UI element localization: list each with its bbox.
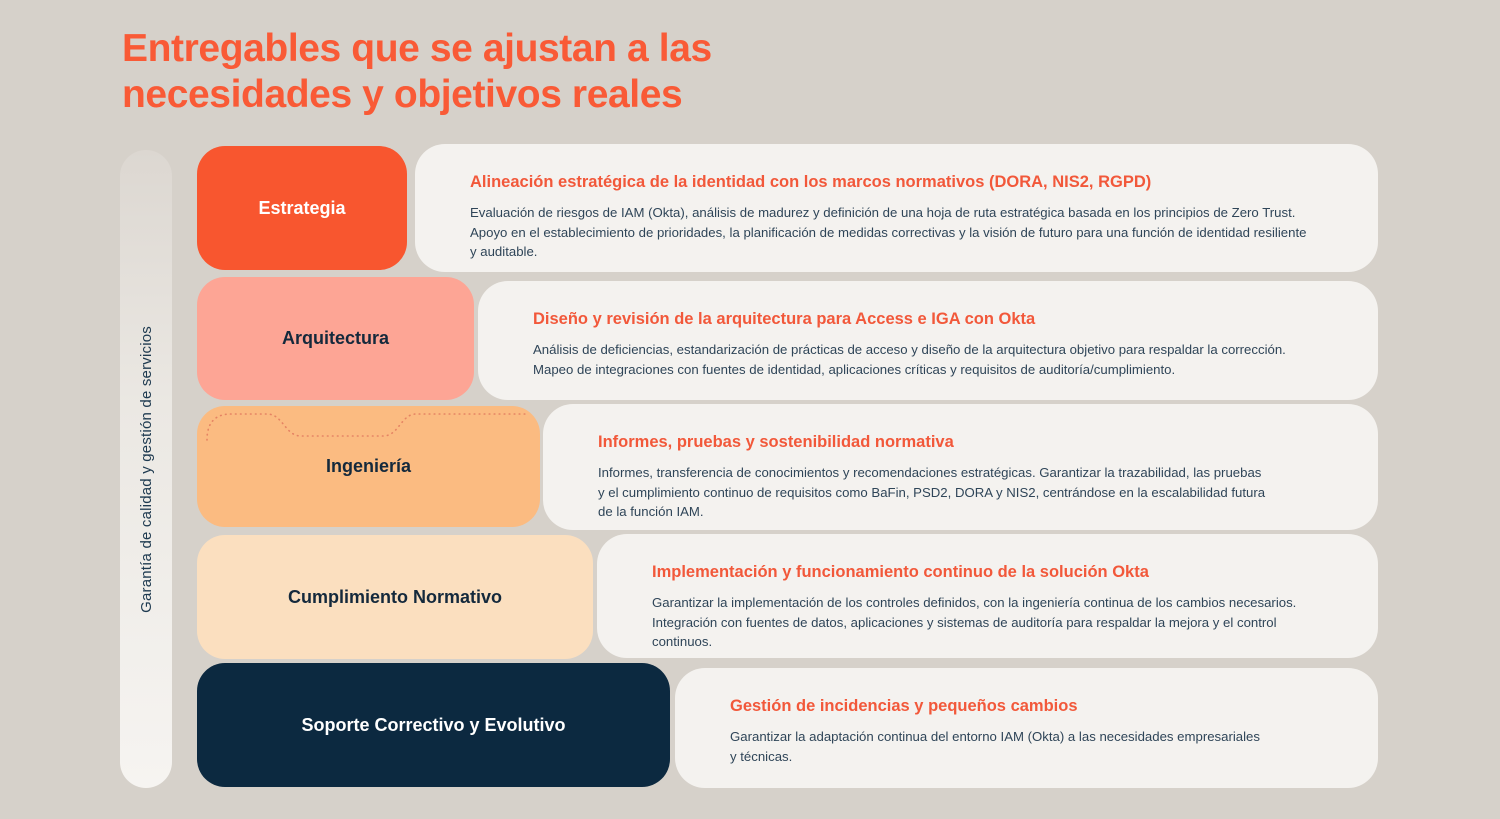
card-heading: Diseño y revisión de la arquitectura para Access e IGA con Okta <box>533 310 1036 328</box>
stage-label-text: Cumplimiento Normativo <box>287 586 502 607</box>
sidebar-vertical-label: Garantía de calidad y gestión de servicios <box>137 325 155 613</box>
card-heading: Implementación y funcionamiento continuo de la solución Okta <box>652 563 1149 581</box>
quality-assurance-sidebar <box>120 150 172 788</box>
stage-label-cumplimiento-normativo <box>197 535 593 659</box>
stage-label-arquitectura <box>197 277 474 400</box>
card-body: Evaluación de riesgos de IAM (Okta), análisis de madurez y definición de una hoja de ruta estratégica basada en los principios de Zero Trust. Apoyo en el establecimiento de prioridades, la planificación de medidas correctivas y la visión de futuro para una función de identidad resiliente y auditable. <box>470 205 1307 259</box>
page-title-line1: Entregables que se ajustan a las <box>122 27 712 70</box>
stage-card-cumplimiento-normativo <box>597 534 1378 658</box>
stage-label-text: Estrategia <box>258 197 346 218</box>
stage-card-soporte-correctivo-evolutivo <box>675 668 1378 788</box>
stage-label-soporte-correctivo-evolutivo <box>197 663 670 787</box>
stage-card-ingenieria <box>543 404 1378 530</box>
stage-label-text: Soporte Correctivo y Evolutivo <box>301 714 566 735</box>
card-body: Informes, transferencia de conocimientos y recomendaciones estratégicas. Garantizar la trazabilidad, las pruebas y el cumplimiento continuo de requisitos como BaFin, PSD2, DORA y NIS2, centrándose en la escalabilidad futura de la función IAM. <box>598 465 1266 519</box>
stage-card-estrategia <box>415 144 1378 272</box>
card-body: Análisis de deficiencias, estandarización de prácticas de acceso y diseño de la arquitectura objetivo para respaldar la corrección. Mapeo de integraciones con fuentes de identidad, aplicaciones críticas y requisitos de auditoría/cumplimiento. <box>533 342 1286 377</box>
card-heading: Gestión de incidencias y pequeños cambios <box>730 697 1078 715</box>
card-heading: Informes, pruebas y sostenibilidad normativa <box>598 433 954 451</box>
card-body: Garantizar la adaptación continua del entorno IAM (Okta) a las necesidades empresariales y técnicas. <box>730 729 1260 764</box>
page-title <box>122 26 712 118</box>
stage-label-text: Arquitectura <box>281 328 389 348</box>
card-body: Garantizar la implementación de los controles definidos, con la ingeniería continua de los cambios necesarios. Integración con fuentes de datos, aplicaciones y sistemas de auditoría para respaldar la mejora y el control continuos. <box>652 595 1297 649</box>
stage-card-arquitectura <box>478 281 1378 400</box>
stage-label-estrategia <box>197 146 407 270</box>
stage-label-ingenieria <box>197 406 540 527</box>
page-title-line2: necesidades y objetivos reales <box>122 73 683 116</box>
stage-label-text: Ingeniería <box>325 456 412 476</box>
card-heading: Alineación estratégica de la identidad con los marcos normativos (DORA, NIS2, RGPD) <box>470 173 1152 191</box>
